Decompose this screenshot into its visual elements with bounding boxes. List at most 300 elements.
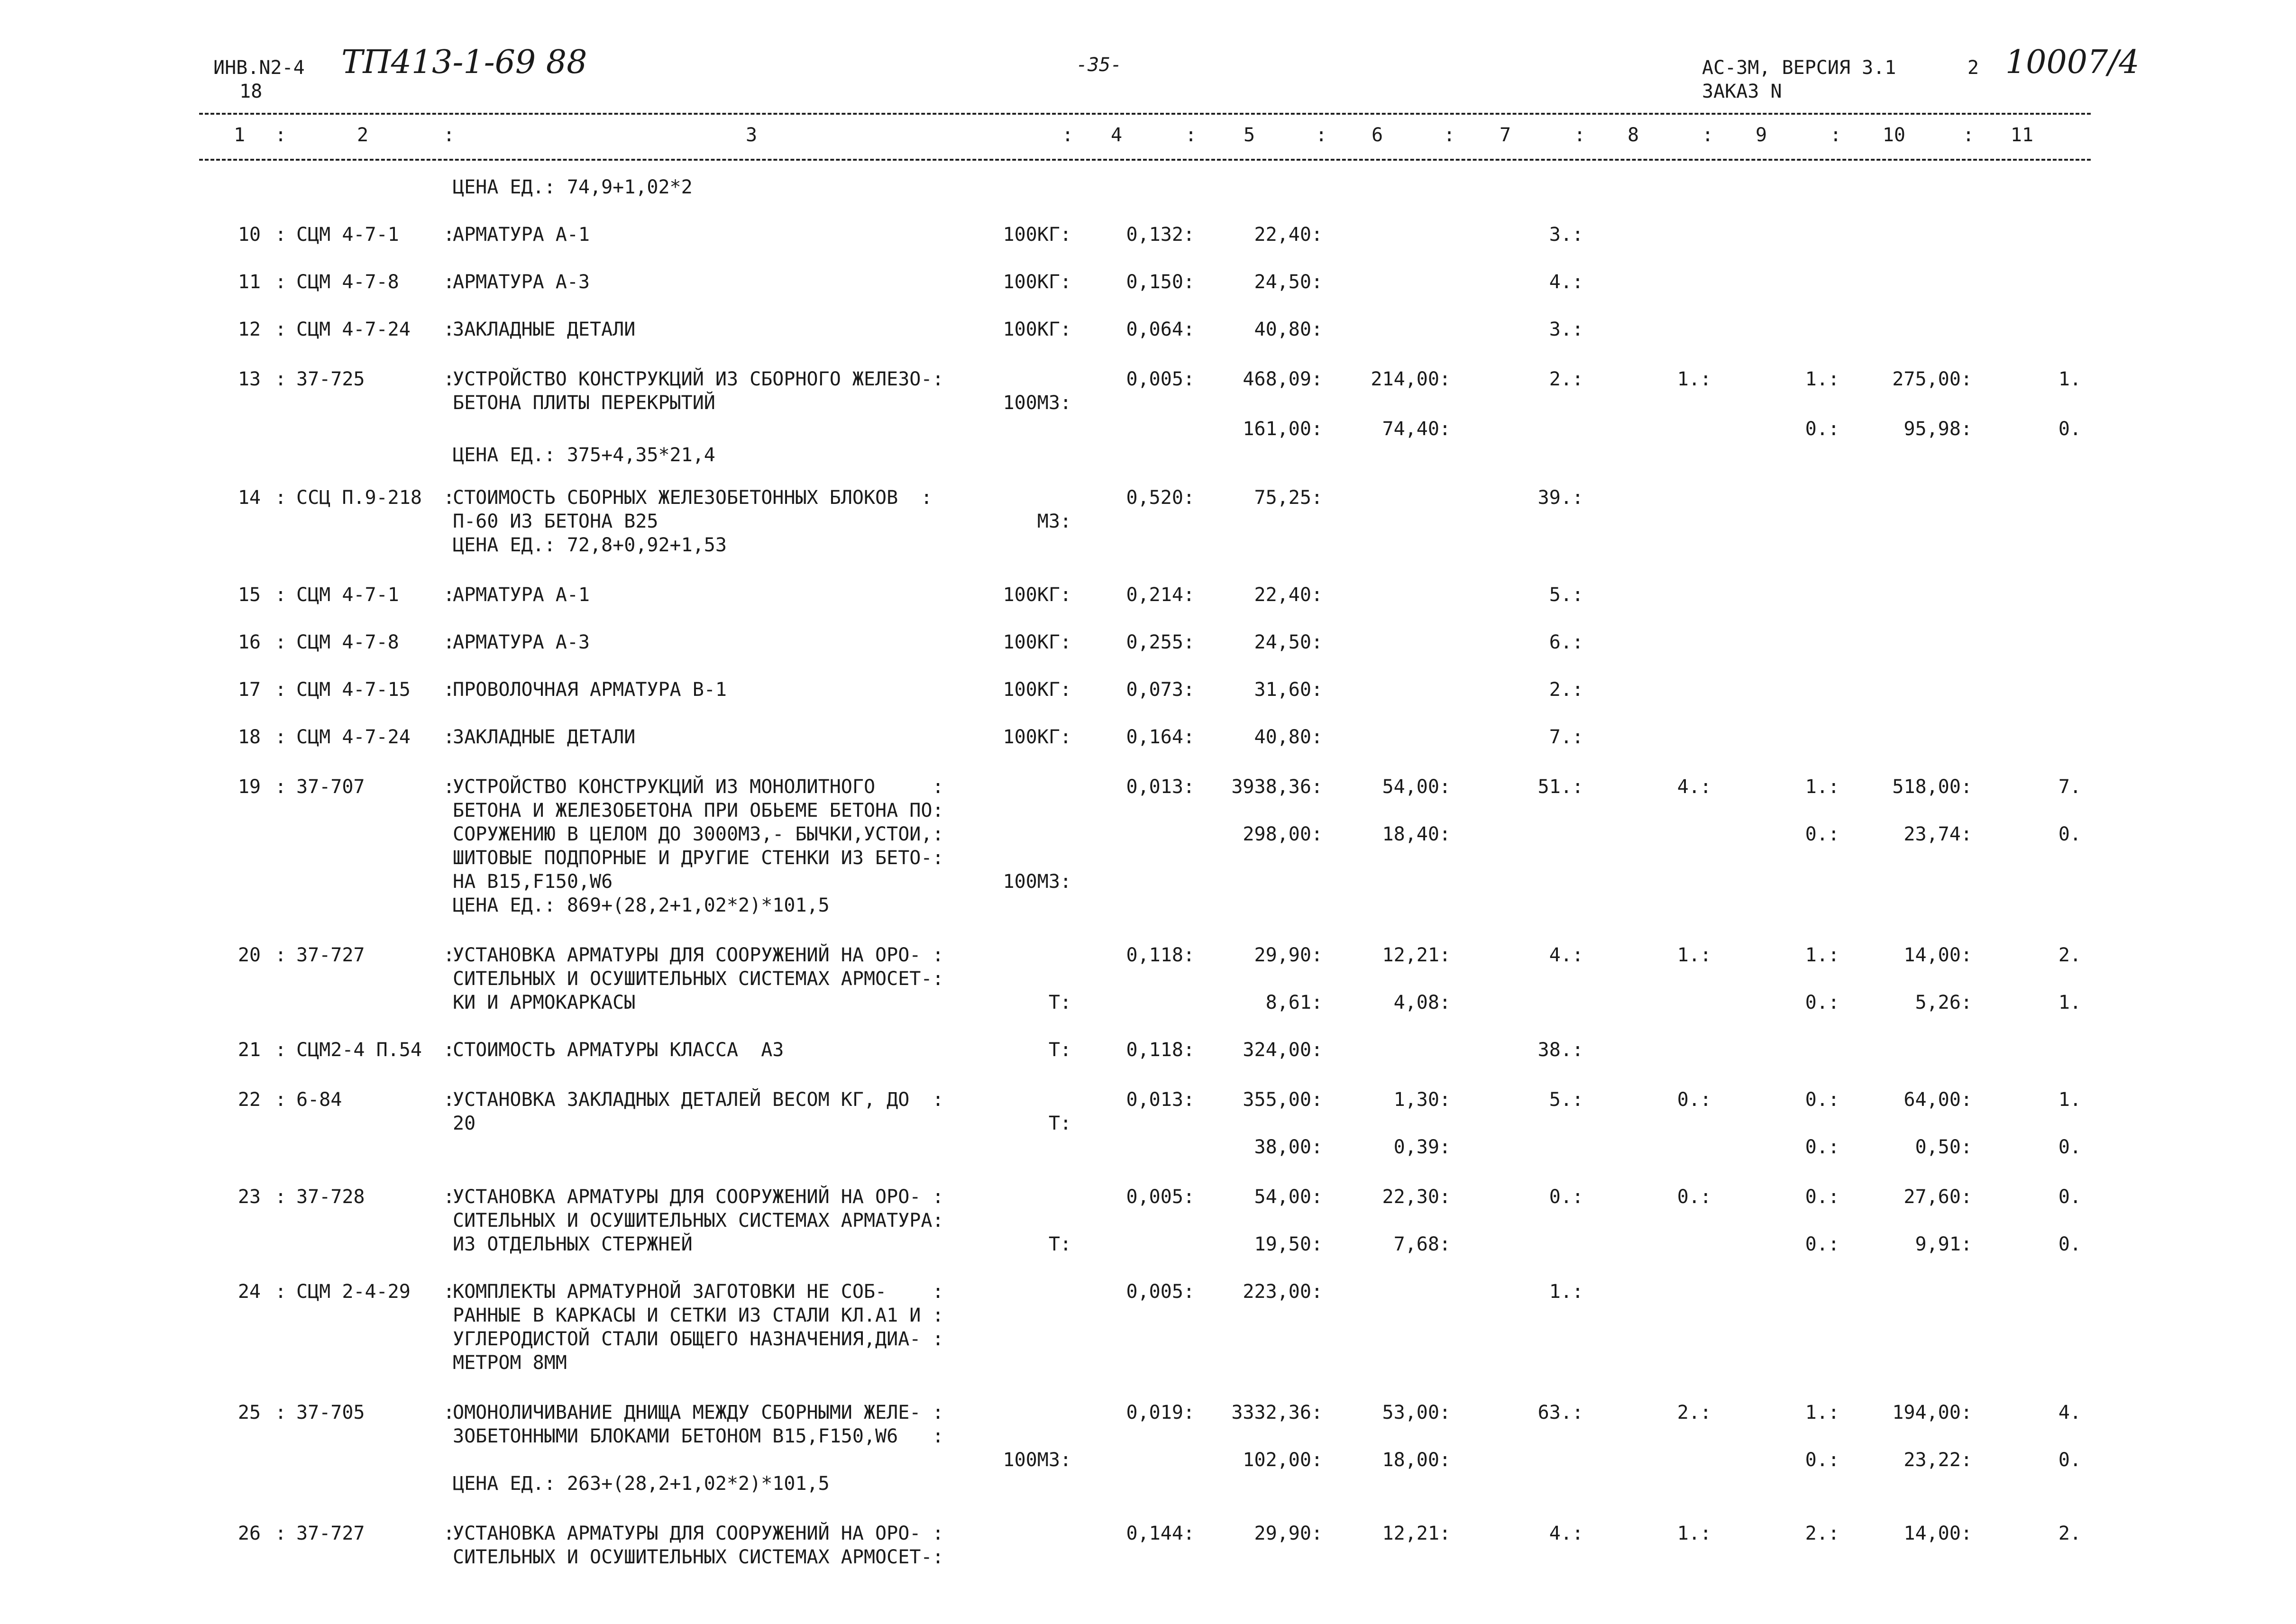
row-number: 13 (238, 368, 261, 390)
row-unit: 100КГ: (1003, 271, 1071, 293)
row-description: СИТЕЛЬНЫХ И ОСУШИТЕЛЬНЫХ СИСТЕМАХ АРМОСЕТ-: (453, 968, 944, 990)
cell-col-5: 3332,36: (1231, 1402, 1323, 1423)
cell-col-5: 3938,36: (1231, 776, 1323, 798)
cell-col-5: 355,00: (1243, 1089, 1323, 1111)
col-sep: : (443, 944, 455, 966)
cell-col-4: 0,164: (1126, 726, 1195, 748)
cell-col-5: 102,00: (1243, 1449, 1323, 1471)
col-header-6: 6 (1371, 124, 1383, 146)
col-sep: : (443, 1186, 455, 1208)
col-sep: : (1574, 124, 1586, 146)
col-sep: : (275, 124, 287, 146)
cell-col-9: 1.: (1805, 1402, 1839, 1423)
row-description: АРМАТУРА А-3 (453, 271, 590, 293)
col-sep: : (1062, 124, 1074, 146)
table-row (0, 630, 2296, 654)
table-row (0, 967, 2296, 991)
row-number: 12 (238, 319, 261, 340)
row-description: МЕТРОМ 8ММ (453, 1352, 567, 1374)
row-code: СЦМ 2-4-29 (296, 1281, 411, 1303)
col-sep: : (275, 1402, 287, 1423)
col-sep: : (443, 631, 455, 653)
table-row (0, 991, 2296, 1014)
cell-col-5: 161,00: (1243, 418, 1323, 440)
cell-col-11: 0. (2058, 823, 2081, 845)
col-sep: : (443, 1281, 455, 1303)
cell-col-5: 8,61: (1265, 992, 1323, 1013)
row-description: АРМАТУРА А-3 (453, 631, 590, 653)
cell-col-10: 14,00: (1903, 1523, 1972, 1544)
cell-col-6: 12,21: (1382, 944, 1451, 966)
cell-col-11: 0. (2058, 418, 2081, 440)
cell-col-9: 0.: (1805, 823, 1839, 845)
cell-col-10: 518,00: (1892, 776, 1972, 798)
inventory-label: ИНВ.N2-4 (213, 57, 305, 79)
cell-col-5: 40,80: (1254, 726, 1323, 748)
row-number: 18 (238, 726, 261, 748)
col-sep: : (275, 726, 287, 748)
cell-col-10: 5,26: (1915, 992, 1972, 1013)
table-row (0, 894, 2296, 917)
row-description: 20 (453, 1113, 476, 1134)
cell-col-6: 4,08: (1393, 992, 1451, 1013)
col-header-10: 10 (1882, 124, 1906, 146)
col-header-9: 9 (1755, 124, 1767, 146)
row-description: СИТЕЛЬНЫХ И ОСУШИТЕЛЬНЫХ СИСТЕМАХ АРМОСЕТ-: (453, 1546, 944, 1568)
cell-col-11: 1. (2058, 1089, 2081, 1111)
row-description: РАННЫЕ В КАРКАСЫ И СЕТКИ ИЗ СТАЛИ КЛ.А1 И : (453, 1305, 944, 1326)
row-code: 37-707 (296, 776, 365, 798)
row-description: УСТАНОВКА АРМАТУРЫ ДЛЯ СООРУЖЕНИЙ НА ОРО- : (453, 1523, 944, 1544)
row-code: СЦМ 4-7-1 (296, 224, 399, 246)
col-sep: : (1316, 124, 1327, 146)
row-description: БЕТОНА ПЛИТЫ ПЕРЕКРЫТИЙ (453, 392, 715, 414)
row-number: 24 (238, 1281, 261, 1303)
table-row (0, 1327, 2296, 1351)
cell-col-6: 0,39: (1393, 1136, 1451, 1158)
table-row (0, 822, 2296, 846)
table-row (0, 1472, 2296, 1496)
row-description: ЦЕНА ЕД.: 74,9+1,02*2 (453, 176, 693, 198)
row-number: 22 (238, 1089, 261, 1111)
row-code: 37-725 (296, 368, 365, 390)
row-description: ЦЕНА ЕД.: 869+(28,2+1,02*2)*101,5 (453, 894, 830, 916)
col-sep: : (443, 1402, 455, 1423)
cell-col-9: 0.: (1805, 1089, 1839, 1111)
row-number: 25 (238, 1402, 261, 1423)
row-code: ССЦ П.9-218 (296, 487, 422, 509)
cell-col-9: 0.: (1805, 992, 1839, 1013)
row-description: СТОИМОСТЬ СБОРНЫХ ЖЕЛЕЗОБЕТОННЫХ БЛОКОВ : (453, 487, 933, 509)
cell-col-5: 298,00: (1243, 823, 1323, 845)
row-unit: 100КГ: (1003, 679, 1071, 701)
cell-col-8: 1.: (1677, 944, 1711, 966)
cell-col-6: 7,68: (1393, 1233, 1451, 1255)
row-number: 15 (238, 584, 261, 606)
cell-col-8: 0.: (1677, 1089, 1711, 1111)
cell-col-7: 5.: (1549, 584, 1583, 606)
cell-col-4: 0,118: (1126, 944, 1195, 966)
version-number: 2 (1967, 57, 1979, 79)
col-sep: : (443, 319, 455, 340)
cell-col-8: 4.: (1677, 776, 1711, 798)
cell-col-7: 4.: (1549, 944, 1583, 966)
cell-col-7: 63.: (1537, 1402, 1583, 1423)
col-sep: : (443, 726, 455, 748)
row-code: СЦМ 4-7-24 (296, 319, 411, 340)
cell-col-10: 23,74: (1903, 823, 1972, 845)
cell-col-9: 1.: (1805, 776, 1839, 798)
row-unit: 100КГ: (1003, 584, 1071, 606)
cell-col-4: 0,132: (1126, 224, 1195, 246)
page-number: -35- (1076, 54, 1122, 76)
table-row (0, 1209, 2296, 1232)
col-sep: : (275, 487, 287, 509)
col-sep: : (443, 368, 455, 390)
row-code: 37-728 (296, 1186, 365, 1208)
cell-col-7: 4.: (1549, 1523, 1583, 1544)
cell-col-4: 0,255: (1126, 631, 1195, 653)
col-sep: : (275, 368, 287, 390)
system-version-label: АС-3М, ВЕРСИЯ 3.1 (1702, 57, 1896, 79)
table-row (0, 1280, 2296, 1304)
col-sep: : (275, 776, 287, 798)
cell-col-6: 53,00: (1382, 1402, 1451, 1423)
row-unit: 100КГ: (1003, 726, 1071, 748)
row-description: КИ И АРМОКАРКАСЫ (453, 992, 636, 1013)
row-description: УСТАНОВКА АРМАТУРЫ ДЛЯ СООРУЖЕНИЙ НА ОРО- : (453, 944, 944, 966)
col-sep: : (275, 1039, 287, 1061)
cell-col-4: 0,150: (1126, 271, 1195, 293)
row-description: ЗАКЛАДНЫЕ ДЕТАЛИ (453, 319, 636, 340)
table-row (0, 799, 2296, 822)
cell-col-10: 23,22: (1903, 1449, 1972, 1471)
col-sep: : (443, 487, 455, 509)
cell-col-6: 12,21: (1382, 1523, 1451, 1544)
cell-col-7: 3.: (1549, 319, 1583, 340)
cell-col-6: 22,30: (1382, 1186, 1451, 1208)
col-sep: : (275, 1281, 287, 1303)
cell-col-5: 324,00: (1243, 1039, 1323, 1061)
col-header-8: 8 (1627, 124, 1639, 146)
cell-col-6: 74,40: (1382, 418, 1451, 440)
col-header-4: 4 (1110, 124, 1123, 146)
cell-col-5: 22,40: (1254, 584, 1323, 606)
row-description: П-60 ИЗ БЕТОНА В25 (453, 511, 659, 532)
table-row (0, 1038, 2296, 1062)
col-sep: : (275, 679, 287, 701)
row-number: 26 (238, 1523, 261, 1544)
row-number: 19 (238, 776, 261, 798)
cell-col-9: 0.: (1805, 1186, 1839, 1208)
table-row (0, 175, 2296, 199)
row-description: НА В15,F150,W6 (453, 871, 613, 893)
row-description: АРМАТУРА А-1 (453, 584, 590, 606)
cell-col-7: 4.: (1549, 271, 1583, 293)
cell-col-10: 194,00: (1892, 1402, 1972, 1423)
row-code: СЦМ 4-7-15 (296, 679, 411, 701)
cell-col-10: 27,60: (1903, 1186, 1972, 1208)
cell-col-9: 0.: (1805, 1136, 1839, 1158)
table-row (0, 1304, 2296, 1327)
cell-col-5: 31,60: (1254, 679, 1323, 701)
col-sep: : (275, 1186, 287, 1208)
order-label: ЗАКАЗ N (1702, 81, 1782, 102)
row-code: 37-727 (296, 1523, 365, 1544)
row-code: СЦМ 4-7-8 (296, 271, 399, 293)
cell-col-7: 5.: (1549, 1089, 1583, 1111)
cell-col-5: 24,50: (1254, 271, 1323, 293)
cell-col-5: 54,00: (1254, 1186, 1323, 1208)
cell-col-10: 9,91: (1915, 1233, 1972, 1255)
top-rule (199, 113, 2091, 115)
row-description: ЗОБЕТОННЫМИ БЛОКАМИ БЕТОНОМ В15,F150,W6 : (453, 1425, 944, 1447)
cell-col-10: 14,00: (1903, 944, 1972, 966)
cell-col-4: 0,013: (1126, 1089, 1195, 1111)
col-sep: : (443, 1523, 455, 1544)
row-description: СТОИМОСТЬ АРМАТУРЫ КЛАССА А3 (453, 1039, 784, 1061)
cell-col-6: 18,40: (1382, 823, 1451, 845)
table-row (0, 510, 2296, 533)
col-sep: : (275, 1523, 287, 1544)
table-row (0, 1401, 2296, 1424)
cell-col-8: 1.: (1677, 368, 1711, 390)
cell-col-11: 1. (2058, 992, 2081, 1013)
cell-col-11: 7. (2058, 776, 2081, 798)
cell-col-9: 1.: (1805, 368, 1839, 390)
col-sep: : (443, 1039, 455, 1061)
col-sep: : (275, 944, 287, 966)
row-code: 37-705 (296, 1402, 365, 1423)
cell-col-4: 0,064: (1126, 319, 1195, 340)
row-description: УСТРОЙСТВО КОНСТРУКЦИЙ ИЗ СБОРНОГО ЖЕЛЕЗО-: (453, 368, 944, 390)
table-row (0, 270, 2296, 294)
col-sep: : (443, 271, 455, 293)
cell-col-10: 275,00: (1892, 368, 1972, 390)
row-description: КОМПЛЕКТЫ АРМАТУРНОЙ ЗАГОТОВКИ НЕ СОБ- : (453, 1281, 944, 1303)
order-number-handwritten: 10007/4 (2005, 44, 2140, 81)
table-row (0, 1088, 2296, 1112)
row-number: 11 (238, 271, 261, 293)
cell-col-5: 29,90: (1254, 1523, 1323, 1544)
row-unit: 100КГ: (1003, 631, 1071, 653)
row-description: СИТЕЛЬНЫХ И ОСУШИТЕЛЬНЫХ СИСТЕМАХ АРМАТУРА: (453, 1210, 944, 1232)
row-description: БЕТОНА И ЖЕЛЕЗОБЕТОНА ПРИ ОБЬЕМЕ БЕТОНА ПО: (453, 800, 944, 821)
project-code: ТП413-1-69 88 (341, 44, 587, 81)
col-sep: : (275, 631, 287, 653)
cell-col-5: 38,00: (1254, 1136, 1323, 1158)
row-description: ПРОВОЛОЧНАЯ АРМАТУРА В-1 (453, 679, 727, 701)
cell-col-4: 0,073: (1126, 679, 1195, 701)
cell-col-11: 2. (2058, 1523, 2081, 1544)
column-header-row (0, 123, 2296, 147)
cell-col-4: 0,144: (1126, 1523, 1195, 1544)
col-header-5: 5 (1243, 124, 1255, 146)
row-number: 20 (238, 944, 261, 966)
cell-col-11: 0. (2058, 1186, 2081, 1208)
table-row (0, 417, 2296, 441)
cell-col-8: 1.: (1677, 1523, 1711, 1544)
row-unit: 100М3: (1003, 871, 1071, 893)
cell-col-9: 0.: (1805, 418, 1839, 440)
table-row (0, 1522, 2296, 1545)
sheet-sub-number: 18 (239, 81, 263, 102)
row-number: 23 (238, 1186, 261, 1208)
table-row (0, 583, 2296, 607)
table-row (0, 870, 2296, 894)
header-bottom-rule (199, 159, 2091, 161)
cell-col-9: 0.: (1805, 1233, 1839, 1255)
table-row (0, 725, 2296, 749)
row-code: СЦМ 4-7-1 (296, 584, 399, 606)
table-row (0, 943, 2296, 967)
cell-col-4: 0,118: (1126, 1039, 1195, 1061)
row-description: УСТАНОВКА ЗАКЛАДНЫХ ДЕТАЛЕЙ ВЕСОМ КГ, ДО : (453, 1089, 944, 1111)
cell-col-11: 1. (2058, 368, 2081, 390)
cell-col-5: 75,25: (1254, 487, 1323, 509)
row-unit: 100КГ: (1003, 319, 1071, 340)
table-row (0, 678, 2296, 702)
cell-col-11: 0. (2058, 1449, 2081, 1471)
col-sep: : (275, 319, 287, 340)
row-description: СОРУЖЕНИЮ В ЦЕЛОМ ДО 3000М3,- БЫЧКИ,УСТОИ,: (453, 823, 944, 845)
col-header-11: 11 (2010, 124, 2034, 146)
row-unit: Т: (1048, 992, 1071, 1013)
table-row (0, 318, 2296, 341)
row-number: 10 (238, 224, 261, 246)
row-description: ЗАКЛАДНЫЕ ДЕТАЛИ (453, 726, 636, 748)
cell-col-11: 2. (2058, 944, 2081, 966)
cell-col-7: 0.: (1549, 1186, 1583, 1208)
cell-col-7: 1.: (1549, 1281, 1583, 1303)
col-sep: : (275, 271, 287, 293)
row-unit: 100М3: (1003, 392, 1071, 414)
col-header-3: 3 (745, 124, 758, 146)
cell-col-10: 0,50: (1915, 1136, 1972, 1158)
table-row (0, 1545, 2296, 1569)
row-description: УСТАНОВКА АРМАТУРЫ ДЛЯ СООРУЖЕНИЙ НА ОРО- : (453, 1186, 944, 1208)
col-sep: : (443, 1089, 455, 1111)
row-description: АРМАТУРА А-1 (453, 224, 590, 246)
cell-col-11: 0. (2058, 1233, 2081, 1255)
row-description: ЦЕНА ЕД.: 375+4,35*21,4 (453, 444, 715, 466)
table-row (0, 1185, 2296, 1209)
cell-col-4: 0,005: (1126, 1281, 1195, 1303)
row-description: УСТРОЙСТВО КОНСТРУКЦИЙ ИЗ МОНОЛИТНОГО : (453, 776, 944, 798)
cell-col-6: 18,00: (1382, 1449, 1451, 1471)
table-row (0, 367, 2296, 391)
cell-col-11: 0. (2058, 1136, 2081, 1158)
col-sep: : (275, 584, 287, 606)
cell-col-5: 29,90: (1254, 944, 1323, 966)
cell-col-5: 22,40: (1254, 224, 1323, 246)
table-row (0, 223, 2296, 246)
cell-col-7: 3.: (1549, 224, 1583, 246)
cell-col-7: 51.: (1537, 776, 1583, 798)
cell-col-6: 54,00: (1382, 776, 1451, 798)
cell-col-7: 2.: (1549, 368, 1583, 390)
col-sep: : (443, 776, 455, 798)
row-number: 16 (238, 631, 261, 653)
row-unit: Т: (1048, 1039, 1071, 1061)
table-row (0, 1351, 2296, 1375)
row-description: ОМОНОЛИЧИВАНИЕ ДНИЩА МЕЖДУ СБОРНЫМИ ЖЕЛЕ- : (453, 1402, 944, 1423)
table-row (0, 1112, 2296, 1135)
cell-col-6: 1,30: (1393, 1089, 1451, 1111)
cell-col-5: 19,50: (1254, 1233, 1323, 1255)
col-sep: : (443, 124, 455, 146)
col-sep: : (1444, 124, 1455, 146)
cell-col-4: 0,520: (1126, 487, 1195, 509)
row-unit: М3: (1037, 511, 1071, 532)
cell-col-5: 24,50: (1254, 631, 1323, 653)
col-sep: : (1185, 124, 1197, 146)
cell-col-5: 40,80: (1254, 319, 1323, 340)
table-row (0, 486, 2296, 510)
cell-col-10: 95,98: (1903, 418, 1972, 440)
row-code: 37-727 (296, 944, 365, 966)
cell-col-4: 0,019: (1126, 1402, 1195, 1423)
col-sep: : (443, 224, 455, 246)
row-number: 14 (238, 487, 261, 509)
col-header-2: 2 (357, 124, 369, 146)
cell-col-7: 6.: (1549, 631, 1583, 653)
row-number: 21 (238, 1039, 261, 1061)
row-number: 17 (238, 679, 261, 701)
cell-col-4: 0,005: (1126, 1186, 1195, 1208)
row-unit: Т: (1048, 1233, 1071, 1255)
row-code: СЦМ 4-7-24 (296, 726, 411, 748)
estimate-table-body (0, 175, 2296, 1578)
table-row (0, 775, 2296, 799)
col-sep: : (275, 1089, 287, 1111)
col-sep: : (443, 584, 455, 606)
row-code: СЦМ2-4 П.54 (296, 1039, 422, 1061)
cell-col-9: 1.: (1805, 944, 1839, 966)
cell-col-8: 2.: (1677, 1402, 1711, 1423)
table-row (0, 391, 2296, 415)
cell-col-4: 0,214: (1126, 584, 1195, 606)
cell-col-4: 0,005: (1126, 368, 1195, 390)
cell-col-7: 2.: (1549, 679, 1583, 701)
table-row (0, 1135, 2296, 1159)
row-unit: 100М3: (1003, 1449, 1071, 1471)
table-row (0, 846, 2296, 870)
row-description: ЦЕНА ЕД.: 72,8+0,92+1,53 (453, 534, 727, 556)
cell-col-4: 0,013: (1126, 776, 1195, 798)
cell-col-7: 38.: (1537, 1039, 1583, 1061)
col-sep: : (1963, 124, 1975, 146)
col-sep: : (1830, 124, 1842, 146)
cell-col-6: 214,00: (1371, 368, 1451, 390)
cell-col-7: 39.: (1537, 487, 1583, 509)
cell-col-11: 4. (2058, 1402, 2081, 1423)
cell-col-9: 0.: (1805, 1449, 1839, 1471)
cell-col-10: 64,00: (1903, 1089, 1972, 1111)
cell-col-5: 468,09: (1243, 368, 1323, 390)
row-code: 6-84 (296, 1089, 342, 1111)
col-header-7: 7 (1499, 124, 1511, 146)
cell-col-5: 223,00: (1243, 1281, 1323, 1303)
col-header-1: 1 (233, 124, 246, 146)
col-sep: : (1702, 124, 1714, 146)
row-description: ИЗ ОТДЕЛЬНЫХ СТЕРЖНЕЙ (453, 1233, 693, 1255)
table-row (0, 533, 2296, 557)
row-description: ЦЕНА ЕД.: 263+(28,2+1,02*2)*101,5 (453, 1473, 830, 1495)
table-row (0, 1424, 2296, 1448)
row-description: УГЛЕРОДИСТОЙ СТАЛИ ОБЩЕГО НАЗНАЧЕНИЯ,ДИА- : (453, 1328, 944, 1350)
table-row (0, 443, 2296, 467)
